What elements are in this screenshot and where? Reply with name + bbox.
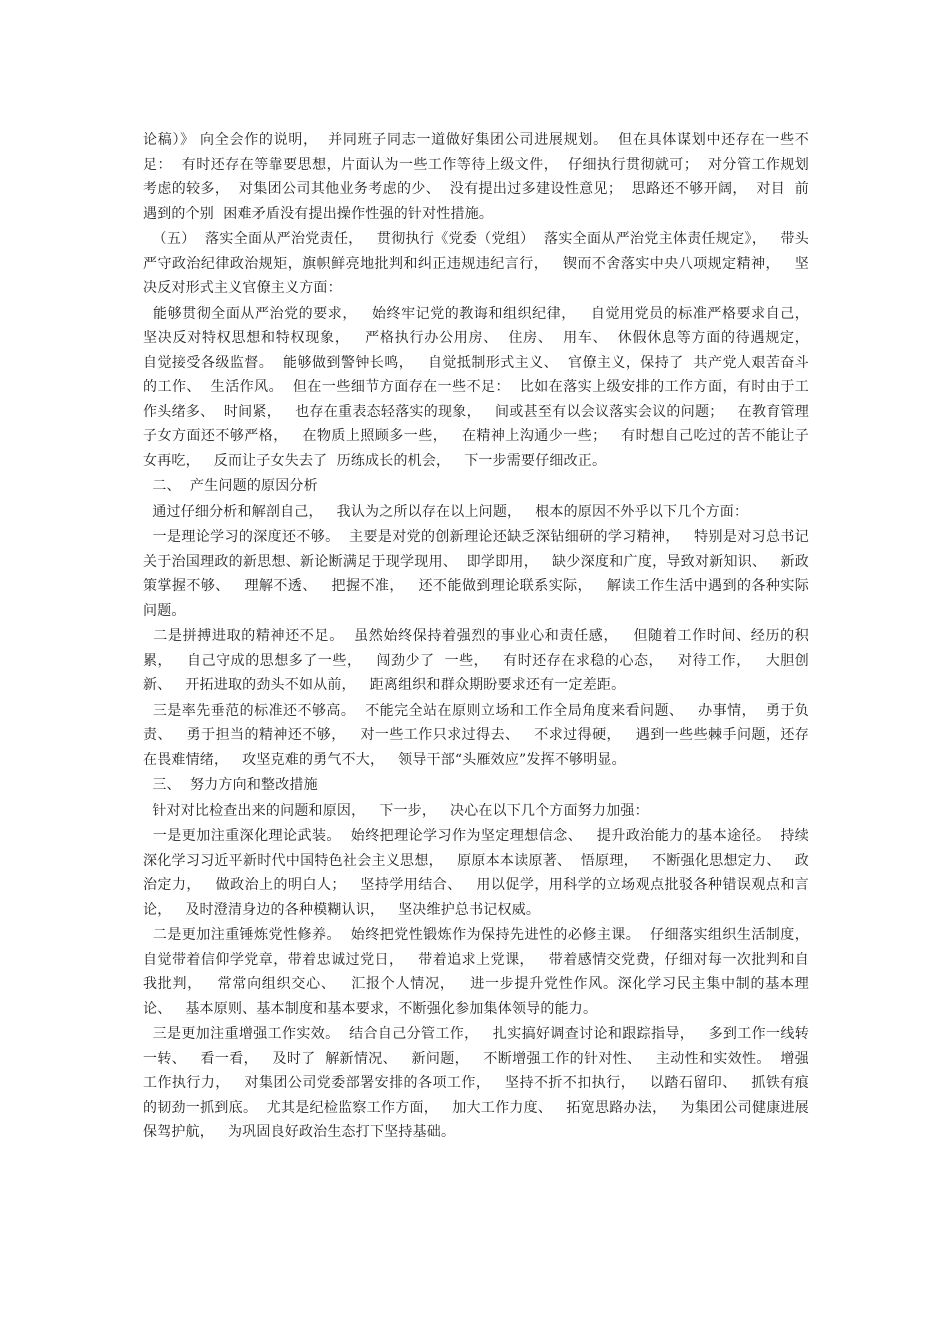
paragraph-section-five-heading: （五） 落实全面从严治党责任， 贯彻执行《党委（党组） 落实全面从严治党主体责任规定》， 带头严守政治纪律政治规矩，旗帜鲜亮地批判和纠正违规违纪言行， 锲而不舍落实中央八项规定精神， 坚决反对形式主义官僚主义方面： (143, 231, 809, 296)
paragraph-measure-two: 二是更加注重锤炼党性修养。 始终把党性锻炼作为保持先进性的必修主课。 仔细落实组织生活制度， 自觉带着信仰学党章，带着忠诚过党日， 带着追求上党课， 带着感情交党费，仔细对每一次批判和自我批判， 常常向组织交心、 汇报个人情况， 进一步提升党性作风。深化学习民主集中制的基本理论、 基本原则、基本制度和基本要求，不断强化参加集体领导的能力。 (143, 927, 823, 1017)
paragraph-measure-three: 三是更加注重增强工作实效。 结合自己分管工作， 扎实搞好调查讨论和跟踪指导， 多到工作一线转一转、 看一看， 及时了 解新情况、 新问题， 不断增强工作的针对性、 主动性和实效性。 增强工作执行力， 对集团公司党委部署安排的各项工作， 坚持不折不扣执行， 以踏石留印、 抓铁有痕的韧劲一抓到底。 尤其是纪检监察工作方面， 加大工作力度、 拓宽思路办法， 为集团公司健康进展保驾护航， 为巩固良好政治生态打下坚持基础。 (143, 1026, 809, 1140)
section-heading-measures: 三、 努力方向和整改措施 (143, 777, 318, 793)
paragraph-measures-intro: 针对对比检查出来的问题和原因， 下一步， 决心在以下几个方面努力加强： (143, 802, 649, 819)
paragraph-cause-two: 二是拼搏进取的精神还不足。 虽然始终保持着强烈的事业心和责任感， 但随着工作时间、经历的积累， 自己守成的思想多了一些， 闯劲少了 一些， 有时还存在求稳的心态， 对待工作， 大胆创新、 开拓进取的劲头不如从前， 距离组织和群众期盼要求还有一定差距。 (143, 628, 809, 693)
paragraph-measure-one: 一是更加注重深化理论武装。 始终把理论学习作为坚定理想信念、 提升政治能力的基本途径。 持续深化学习习近平新时代中国特色社会主义思想， 原原本本读原著、 悟原理， 不断强化思想定力、 政治定力， 做政治上的明白人； 坚持学用结合、 用以促学，用科学的立场观点批驳各种错误观点和言论， 及时澄清身边的各种模糊认识， 坚决维护总书记权威。 (143, 828, 809, 918)
paragraph-section-five-body: 能够贯彻全面从严治党的要求， 始终牢记党的教诲和组织纪律， 自觉用党员的标准严格要求自己， 坚决反对特权思想和特权现象， 严格执行办公用房、 住房、 用车、 休假休息等方面的待遇规定， 自觉接受各级监督。 能够做到警钟长鸣， 自觉抵制形式主义、 官僚主义，保持了 共产党人艰苦奋斗的工作、 生活作风。 但在一些细节方面存在一些不足： 比如在落实上级安排的工作方面，有时由于工作头绪多、 时间紧， 也存在重表态轻落实的现象， 间或甚至有以会议落实会议的问题； 在教育管理子女方面还不够严格， 在物质上照顾多一些， 在精神上沟通少一些； 有时想自己吃过的苦不能让子女再吃， 反而让子女失去了 历练成长的机会， 下一步需要仔细改正。 (143, 305, 823, 469)
document-body (143, 128, 823, 1145)
paragraph-cause-three: 三是率先垂范的标准还不够高。 不能完全站在原则立场和工作全局角度来看问题、 办事情， 勇于负责、 勇于担当的精神还不够， 对一些工作只求过得去、 不求过得硬， 遇到一些些棘手问题，还存在畏难情绪， 攻坚克难的勇气不大， 领导干部“头雁效应”发挥不够明显。 (143, 702, 809, 768)
paragraph-intro-continuation: 论稿）》 向全会作的说明， 并同班子同志一道做好集团公司进展规划。 但在具体谋划中还存在一些不足： 有时还存在等靠要思想，片面认为一些工作等待上级文件， 仔细执行贯彻就可； 对分管工作规划考虑的较多， 对集团公司其他业务考虑的少、 没有提出过多建设性意见； 思路还不够开阔， 对目 前遇到的个别 困难矛盾没有提出操作性强的针对性措施。 (143, 132, 809, 222)
paragraph-cause-one: 一是理论学习的深度还不够。 主要是对党的创新理论还缺乏深钻细研的学习精神， 特别是对习总书记关于治国理政的新思想、新论断满足于现学现用、 即学即用， 缺少深度和广度，导致对新知识、 新政策掌握不够、 理解不透、 把握不准， 还不能做到理论联系实际， 解读工作生活中遇到的各种实际问题。 (143, 529, 809, 619)
paragraph-cause-intro: 通过仔细分析和解剖自己， 我认为之所以存在以上问题， 根本的原因不外乎以下几个方面： (143, 503, 749, 520)
section-heading-cause-analysis: 二、 产生问题的原因分析 (143, 478, 318, 494)
